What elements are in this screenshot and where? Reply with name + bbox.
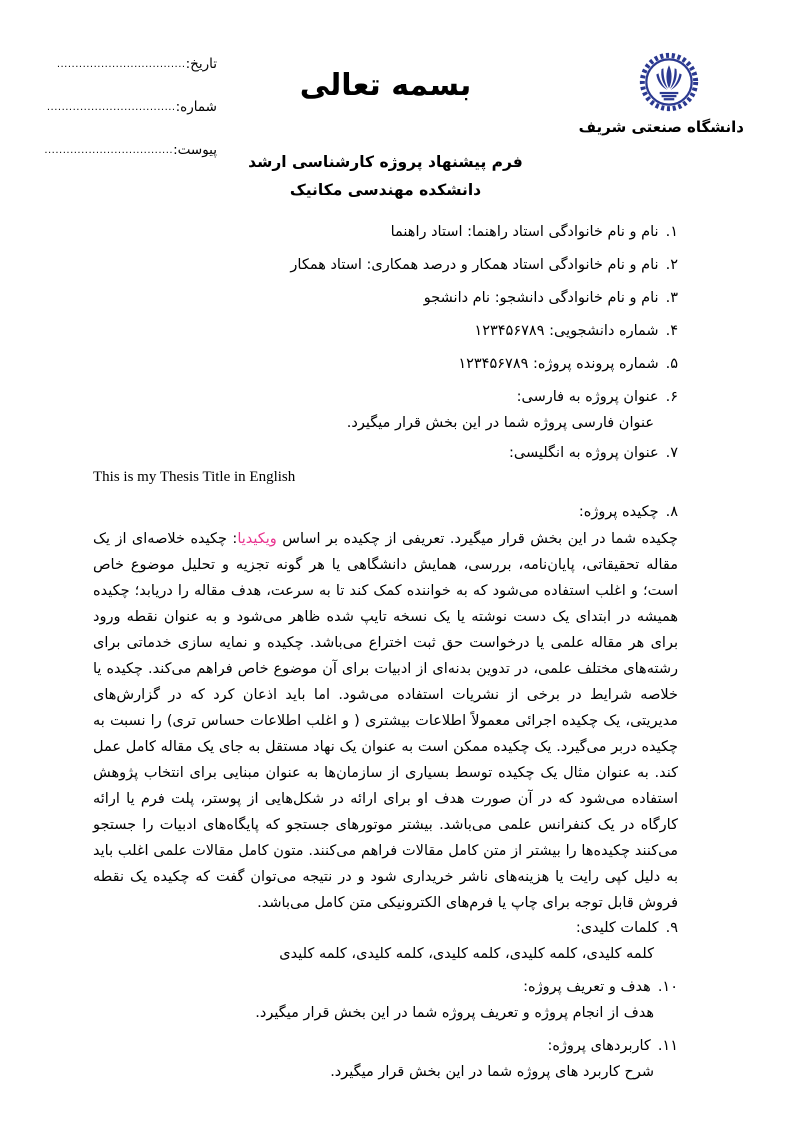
item-label: چکیده پروژه: [578, 504, 659, 520]
item-label: هدف و تعریف پروژه: [523, 979, 651, 995]
faculty-name: دانشکده مهندسی مکانیک [289, 181, 482, 199]
keywords-list: کلمه کلیدی، کلمه کلیدی، کلمه کلیدی، کلمه کلیدی، کلمه کلیدی [279, 946, 654, 962]
item-head [93, 288, 678, 308]
item-number: ۵. [665, 356, 678, 372]
list-item-abstract [93, 502, 678, 916]
list-item-supervisor [93, 222, 678, 242]
item-label: کاربردهای پروژه: [547, 1038, 651, 1054]
item-label: شماره پرونده پروژه: ۱۲۳۴۵۶۷۸۹ [458, 356, 659, 372]
item-head [93, 502, 678, 522]
attachment-label: پیوست: [173, 142, 217, 158]
item-number: ۸. [665, 504, 678, 520]
item-number: ۲. [665, 257, 678, 273]
item-head [93, 354, 678, 374]
university-name: دانشگاه صنعتی شریف [578, 118, 744, 136]
item-number: ۴. [665, 323, 678, 339]
item-label: عنوان پروژه به انگلیسی: [508, 445, 659, 461]
item-head [93, 222, 678, 242]
item-number: ۷. [665, 445, 678, 461]
abstract-text-before-link: چکیده شما در این بخش قرار میگیرد. تعریفی از چکیده بر اساس [276, 531, 679, 547]
attachment-dotted-line: ................................... [44, 145, 174, 156]
list-item-keywords [93, 918, 678, 964]
sharif-university-logo-icon [638, 50, 700, 114]
item-head [93, 387, 678, 407]
item-label: نام و نام خانوادگی استاد راهنما: استاد راهنما [390, 224, 659, 240]
wikipedia-link[interactable]: ویکیدیا [237, 531, 277, 547]
project-applications-placeholder: شرح کاربرد های پروژه شما در این بخش قرار میگیرد. [330, 1064, 654, 1080]
abstract-paragraph [93, 526, 678, 916]
form-body [93, 222, 678, 1095]
form-title: فرم پیشنهاد پروژه کارشناسی ارشد [248, 153, 523, 171]
list-item-co-supervisor [93, 255, 678, 275]
item-head [93, 443, 678, 463]
item-number: ۹. [665, 920, 678, 936]
list-item-project-goal [93, 977, 678, 1023]
list-item-student-name [93, 288, 678, 308]
english-thesis-title: This is my Thesis Title in English [93, 469, 296, 485]
item-head [93, 1036, 678, 1056]
item-label: کلمات کلیدی: [575, 920, 659, 936]
item-number: ۱۱. [657, 1038, 678, 1054]
date-dotted-line: ................................... [56, 59, 186, 70]
list-item-project-file-number [93, 354, 678, 374]
item-head [93, 321, 678, 341]
list-item-persian-title [93, 387, 678, 433]
date-label: تاریخ: [185, 56, 217, 72]
item-number: ۶. [665, 389, 678, 405]
project-goal-placeholder: هدف از انجام پروژه و تعریف پروژه شما در این بخش قرار میگیرد. [255, 1005, 654, 1021]
item-number: ۱. [665, 224, 678, 240]
item-label: نام و نام خانوادگی استاد همکار و درصد همکاری: استاد همکار [290, 257, 659, 273]
item-head [93, 977, 678, 997]
item-label: نام و نام خانوادگی دانشجو: نام دانشجو [423, 290, 659, 306]
list-item-project-applications [93, 1036, 678, 1082]
list-item-student-id [93, 321, 678, 341]
item-label: شماره دانشجویی: ۱۲۳۴۵۶۷۸۹ [474, 323, 659, 339]
persian-title-placeholder: عنوان فارسی پروژه شما در این بخش قرار میگیرد. [346, 415, 654, 431]
item-number: ۱۰. [657, 979, 678, 995]
abstract-text-after-link: : چکیده خلاصه‌ای از یک مقاله تحقیقاتی، پایان‌نامه، بررسی، همایش دانشگاهی یا هر گونه تجزیه و تحلیل موضوع خاص است؛ و اغلب استفاده می‌شود که به خواننده کمک کند تا به سرعت، هدف مقاله را دریابد؛ چکیده همیشه در ابتدای یک دست نوشته یا یک نسخه تایپ شده ظاهر می‌شود و به عنوان نقطه ورود برای هر مقاله علمی یا درخواست حق ثبت اختراع می‌باشد. چکیده و نمایه سازی خدماتی برای رشته‌های مختلف علمی، در تدوین بدنه‌ای از ادبیات برای آن موضوع خاص فراهم می‌کند. چکیده یا خلاصه شرایط در برخی از نشریات استفاده می‌شود. اما باید اذعان کرد که در گزارش‌های مدیریتی، یک چکیده اجرائی معمولاً اطلاعات بیشتری ( و اغلب اطلاعات حساس تری) را نسبت به چکیده دربر می‌گیرد. یک چکیده ممکن است به عنوان یک نهاد مستقل به جای یک مقاله کامل عمل کند. به عنوان مثال یک چکیده توسط بسیاری از سازمان‌ها به عنوان مبنایی برای انتخاب پژوهش استفاده می‌شود که در آن صورت هدف او برای ارائه در شکل‌هایی از پوستر، پلت فرم یا ارائه کارگاه در یک کنفرانس علمی می‌باشد. بیشتر موتورهای جستجو که پایگاه‌های ادبیات را جستجو می‌کنند چکیده‌ها را بیشتر از متن کامل مقالات فراهم می‌کنند. متون کامل مقالات علمی اغلب باید به دلیل کپی رایت یا هزینه‌های ناشر خریداری شود و در نتیجه می‌توان گفت که چکیده یک نقطه فروش قابل توجه برای چاپ یا فرم‌های الکترونیکی متن کامل می‌باشد. [93, 531, 678, 911]
item-label: عنوان پروژه به فارسی: [516, 389, 659, 405]
item-head [93, 918, 678, 938]
list-item-english-title [93, 443, 678, 487]
number-dotted-line: ................................... [46, 102, 176, 113]
item-head [93, 255, 678, 275]
number-label: شماره: [175, 99, 217, 115]
university-logo-block [578, 50, 744, 136]
bismillah-heading: بسمه تعالی [299, 68, 472, 103]
item-number: ۳. [665, 290, 678, 306]
